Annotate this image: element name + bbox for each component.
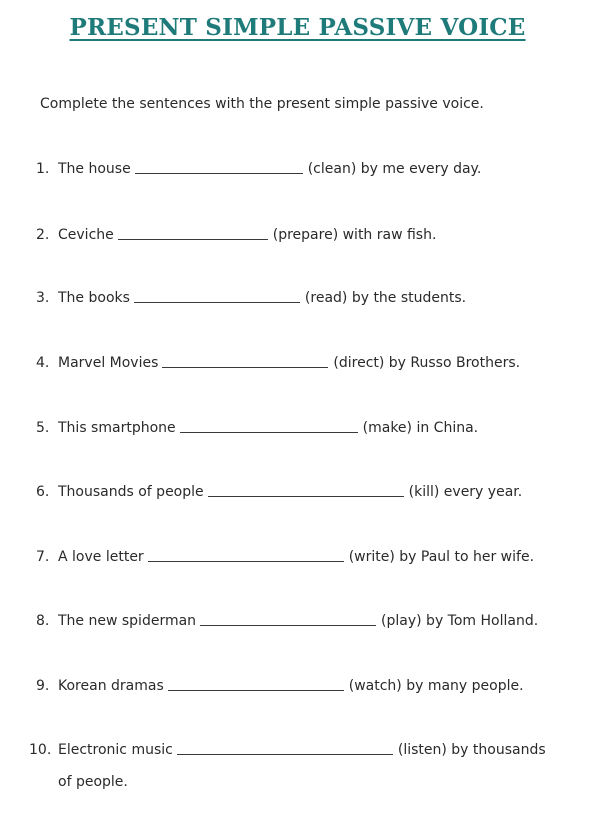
item-text-after: (write) by Paul to her wife. <box>348 549 535 565</box>
item-number: 9. <box>36 678 50 694</box>
item-text-after: (read) by the students. <box>304 290 467 306</box>
exercise-item-10 <box>29 742 546 758</box>
answer-blank[interactable] <box>134 301 300 303</box>
item-text-before: Marvel Movies <box>58 355 159 371</box>
item-text-before: A love letter <box>58 549 144 565</box>
answer-blank[interactable] <box>148 560 344 562</box>
answer-blank[interactable] <box>177 753 393 755</box>
item-text-before: The books <box>58 290 130 306</box>
instruction-text: Complete the sentences with the present simple passive voice. <box>40 96 484 112</box>
item-text-after: (play) by Tom Holland. <box>381 613 539 629</box>
exercise-item-2 <box>36 227 436 243</box>
item-number: 6. <box>36 484 50 500</box>
exercise-item-6 <box>36 484 522 500</box>
item-number: 4. <box>36 355 50 371</box>
item-number: 1. <box>36 161 50 177</box>
item-text-before: The house <box>58 161 131 177</box>
item-number: 2. <box>36 227 50 243</box>
item-number: 3. <box>36 290 50 306</box>
item-text-before: Electronic music <box>58 742 173 758</box>
exercise-item-3 <box>36 290 466 306</box>
exercise-item-1 <box>36 161 481 177</box>
item-text-after: (prepare) with raw fish. <box>272 227 437 243</box>
worksheet-title: PRESENT SIMPLE PASSIVE VOICE <box>69 14 526 41</box>
exercise-item-7 <box>36 549 534 565</box>
item-text-after: (kill) every year. <box>408 484 523 500</box>
item-text-before: This smartphone <box>58 420 176 436</box>
item-text-after: (watch) by many people. <box>348 678 524 694</box>
answer-blank[interactable] <box>118 238 268 240</box>
item-number: 5. <box>36 420 50 436</box>
item-number: 10. <box>29 742 52 758</box>
answer-blank[interactable] <box>208 495 404 497</box>
item-10-continuation: of people. <box>58 774 128 790</box>
item-text-before: Korean dramas <box>58 678 164 694</box>
answer-blank[interactable] <box>180 431 358 433</box>
item-text-before: Ceviche <box>58 227 114 243</box>
item-text-before: The new spiderman <box>58 613 197 629</box>
answer-blank[interactable] <box>135 172 303 174</box>
answer-blank[interactable] <box>200 624 376 626</box>
exercise-item-5 <box>36 420 478 436</box>
item-number: 7. <box>36 549 50 565</box>
exercise-item-8 <box>36 613 538 629</box>
exercise-item-4 <box>36 355 520 371</box>
item-number: 8. <box>36 613 50 629</box>
item-text-after: (make) in China. <box>362 420 479 436</box>
item-text-after: (clean) by me every day. <box>307 161 482 177</box>
item-text-after: (listen) by thousands <box>397 742 546 758</box>
answer-blank[interactable] <box>162 366 328 368</box>
item-text-before: Thousands of people <box>58 484 204 500</box>
item-text-after: (direct) by Russo Brothers. <box>333 355 521 371</box>
exercise-item-9 <box>36 678 524 694</box>
answer-blank[interactable] <box>168 689 344 691</box>
